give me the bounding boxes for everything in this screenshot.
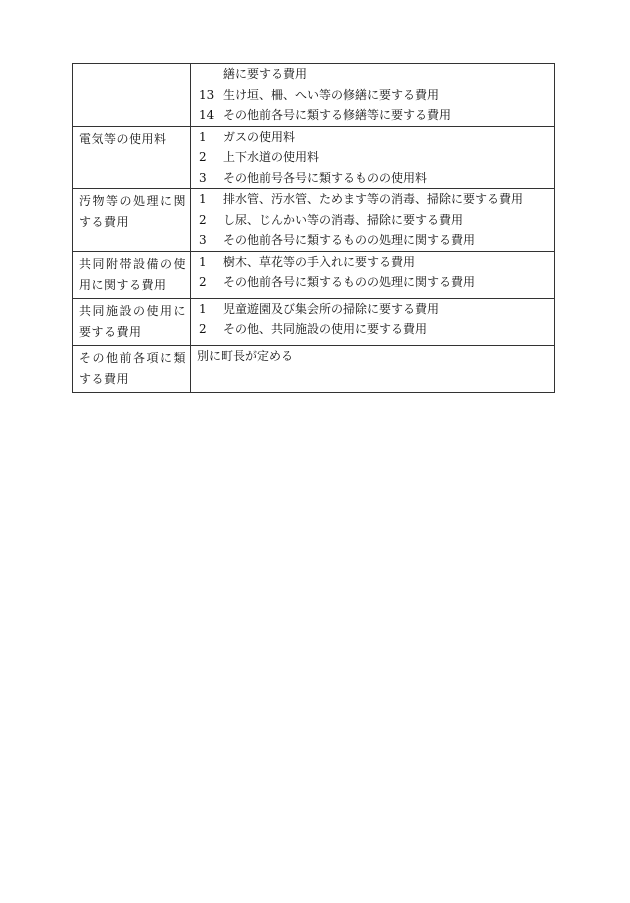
item-number: 3 [199, 170, 207, 185]
category-cell [73, 345, 191, 392]
list-item [191, 272, 554, 293]
list-item [191, 319, 554, 340]
category-cell [73, 64, 191, 127]
table-row [73, 298, 555, 345]
item-text: ガスの使用料 [223, 129, 296, 144]
item-text: し尿、じんかい等の消毒、掃除に要する費用 [223, 212, 464, 227]
item-number: 1 [199, 301, 207, 316]
table-row [73, 126, 555, 189]
item-text: その他前号各号に類するものの使用料 [223, 170, 428, 185]
table-row [73, 251, 555, 298]
list-item [191, 189, 554, 210]
item-number: 2 [199, 150, 207, 164]
item-number: 1 [199, 192, 207, 206]
table-row [73, 189, 555, 252]
item-text: 樹木、草花等の手入れに要する費用 [223, 254, 416, 269]
cost-table [72, 63, 555, 393]
item-number: 3 [199, 233, 207, 247]
item-text: 上下水道の使用料 [223, 150, 320, 164]
list-item [191, 168, 554, 189]
items-cell [191, 126, 555, 189]
list-item [191, 85, 554, 106]
items-cell [191, 298, 555, 345]
category-cell [73, 251, 191, 298]
table-row [73, 64, 555, 127]
item-number: 14 [199, 108, 215, 122]
category-label: 共同附帯設備の使用に関する費用 [79, 256, 186, 292]
list-item [191, 147, 554, 168]
list-item [191, 299, 554, 320]
item-number: 2 [199, 212, 207, 227]
items-cell [191, 189, 555, 252]
category-cell [73, 189, 191, 252]
item-number [191, 64, 223, 85]
item-text: 児童遊園及び集会所の掃除に要する費用 [223, 301, 440, 316]
list-item [191, 64, 554, 85]
item-number: 1 [199, 129, 207, 144]
category-label: 共同施設の使用に要する費用 [79, 303, 186, 339]
category-cell [73, 126, 191, 189]
list-item [191, 252, 554, 273]
item-text: 別に町長が定める [197, 348, 294, 363]
list-item [191, 230, 554, 251]
list-item [191, 127, 554, 148]
table-row [73, 345, 555, 392]
category-label: 電気等の使用料 [79, 131, 167, 146]
category-cell [73, 298, 191, 345]
list-item [191, 210, 554, 231]
item-number: 1 [199, 254, 207, 269]
category-label: 汚物等の処理に関する費用 [79, 194, 186, 229]
item-text: 生け垣、柵、へい等の修繕に要する費用 [223, 87, 440, 102]
item-text: その他前各号に類するものの処理に関する費用 [223, 233, 476, 247]
item-text: その他前各号に類するものの処理に関する費用 [223, 275, 476, 289]
category-label [73, 64, 190, 68]
items-cell [191, 345, 555, 392]
item-number: 2 [199, 275, 207, 289]
list-item [191, 105, 554, 126]
item-number: 13 [199, 87, 215, 102]
item-text: その他、共同施設の使用に要する費用 [223, 322, 428, 336]
category-label: その他前各項に類する費用 [79, 350, 186, 386]
items-cell [191, 251, 555, 298]
item-text: 排水管、汚水管、ためます等の消毒、掃除に要する費用 [223, 192, 524, 206]
item-text: その他前各号に類する修繕等に要する費用 [223, 108, 452, 122]
item-text: 繕に要する費用 [223, 67, 308, 81]
items-cell [191, 64, 555, 127]
item-number: 2 [199, 322, 207, 336]
